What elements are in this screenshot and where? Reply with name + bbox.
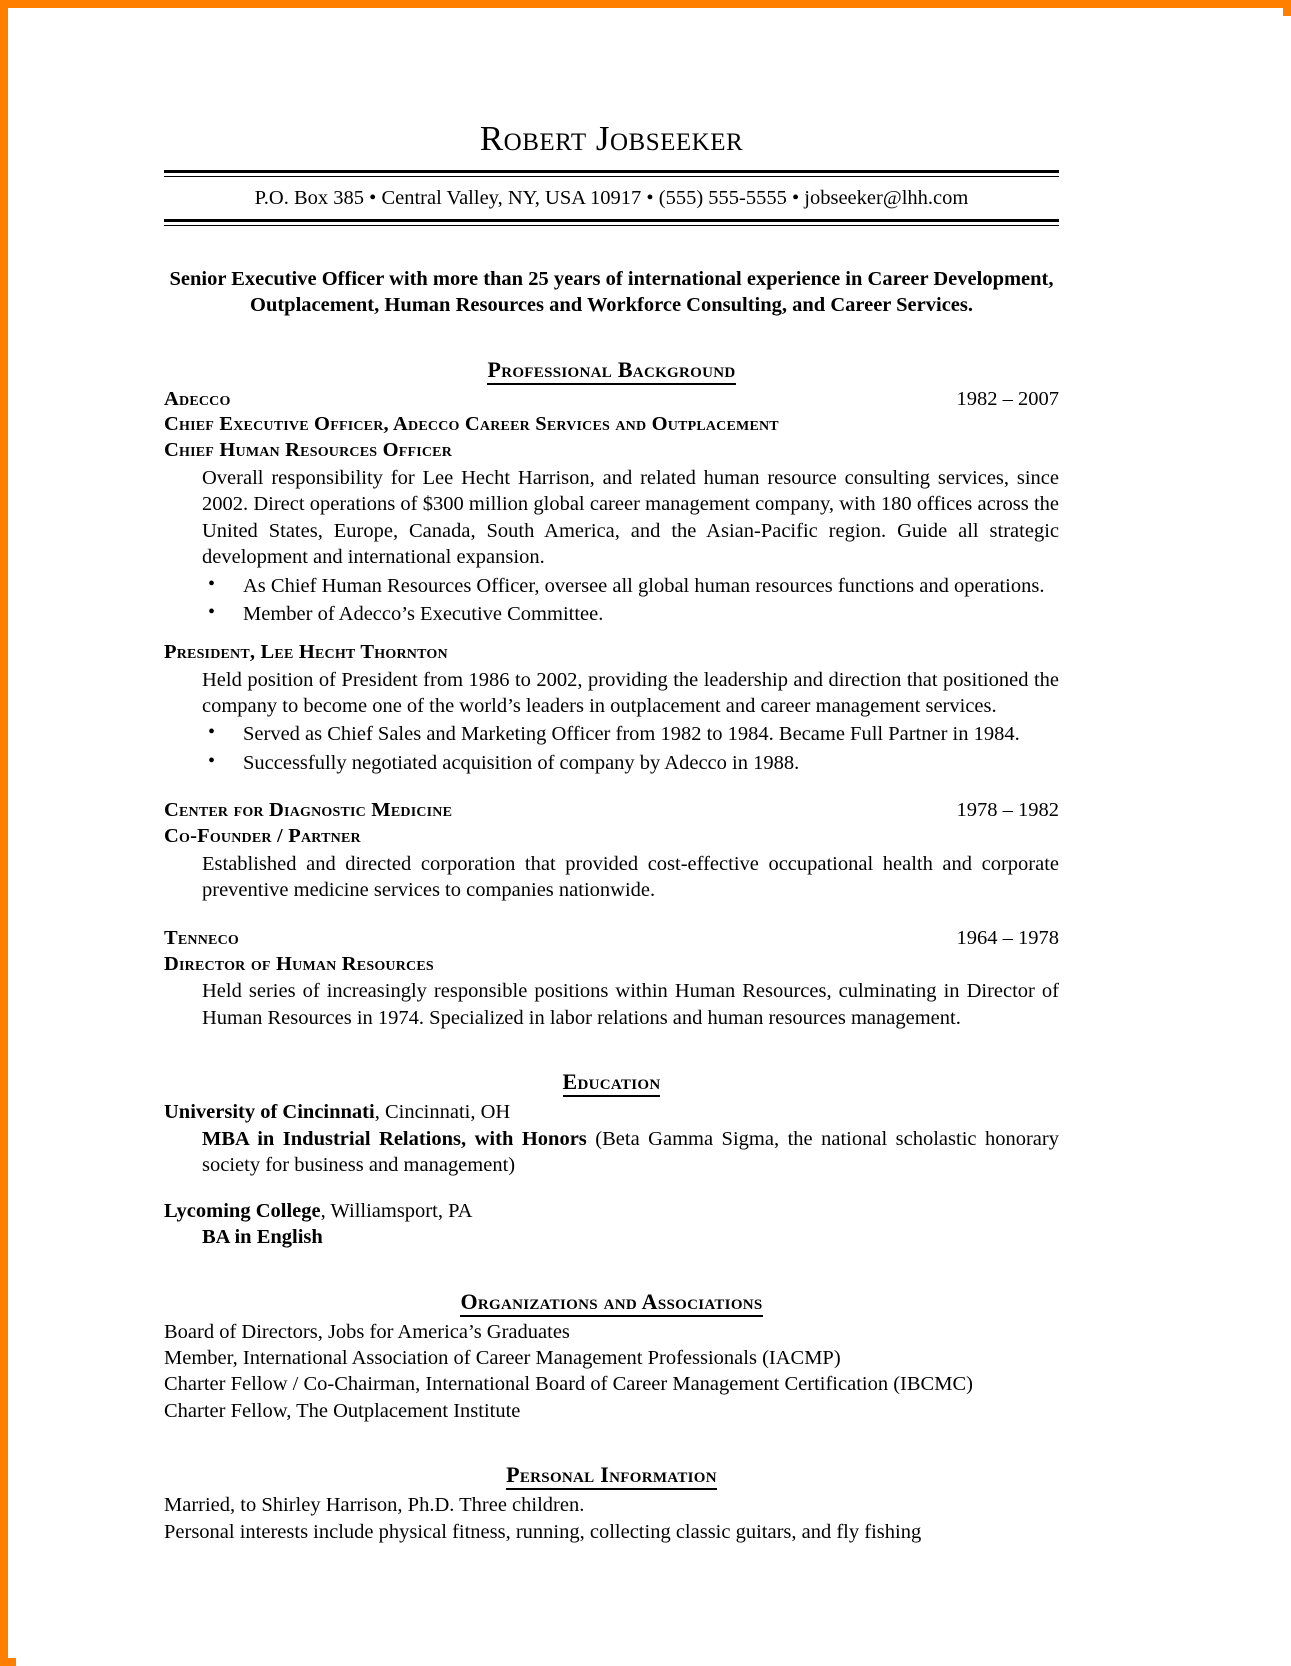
company-row (164, 798, 1059, 824)
bullet-icon: • (208, 572, 216, 595)
bullet-icon: • (208, 749, 216, 772)
professional-summary: Senior Executive Officer with more than 25 years of international experience in Career Development, Outplacement, Human Resources and Workforce Consulting, and Career Services. (169, 268, 1054, 317)
list-item: Charter Fellow / Co-Chairman, International Board of Career Management Certification (IBCMC) (164, 1373, 973, 1396)
education-degree-name: MBA in Industrial Relations, with Honors (202, 1127, 587, 1150)
company-row (164, 387, 1059, 413)
list-item-text: Member of Adecco’s Executive Committee. (243, 603, 604, 626)
section-heading-label: Personal Information (506, 1462, 717, 1490)
list-item: Board of Directors, Jobs for America’s Graduates (164, 1320, 570, 1343)
education-school-name: Lycoming College (164, 1199, 321, 1222)
company-row (164, 926, 1059, 952)
list-item (202, 601, 1059, 627)
resume-content (164, 16, 1059, 1545)
job-description: Held series of increasingly responsible positions within Human Resources, culminating in Director of Human Resources in 1974. Specialized in labor relations and human resources management. (202, 980, 1059, 1029)
education-degree (202, 1126, 1059, 1179)
section-heading-professional-background (164, 357, 1059, 383)
bullet-icon: • (208, 721, 216, 744)
job-title-president: President, Lee Hecht Thornton (164, 640, 448, 663)
education-school-location: , Cincinnati, OH (374, 1101, 511, 1124)
education-degree (202, 1224, 1059, 1250)
list-item (202, 721, 1059, 747)
education-school (164, 1099, 1059, 1125)
company-dates: 1982 – 2007 (956, 387, 1059, 410)
job-title-secondary: Chief Human Resources Officer (164, 439, 453, 462)
list-item-text: Served as Chief Sales and Marketing Officer from 1982 to 1984. Became Full Partner in 1984. (243, 723, 1020, 746)
job-title: Director of Human Resources (164, 952, 434, 975)
education-school-name: University of Cincinnati (164, 1101, 375, 1124)
section-heading-education (164, 1069, 1059, 1095)
education-degree-name: BA in English (202, 1226, 323, 1249)
job-description: Established and directed corporation that provided cost-effective occupational health and corporate preventive medicine services to companies nationwide. (202, 852, 1059, 902)
company-name: Center for Diagnostic Medicine (164, 799, 453, 822)
header-rule-thick-bottom (164, 219, 1059, 222)
company-dates: 1978 – 1982 (956, 799, 1059, 822)
header-rule-thin-bottom (164, 225, 1059, 226)
education-item-university-of-cincinnati (164, 1099, 1059, 1178)
resume-page (16, 16, 1291, 1666)
contact-line: P.O. Box 385 • Central Valley, NY, USA 10917 • (555) 555-5555 • jobseeker@lhh.com (254, 186, 969, 209)
list-item (202, 750, 1059, 776)
job-title: Co-Founder / Partner (164, 825, 361, 848)
list-item: Married, to Shirley Harrison, Ph.D. Three children. (164, 1494, 585, 1517)
list-item: Member, International Association of Career Management Professionals (IACMP) (164, 1346, 841, 1369)
education-school (164, 1198, 1059, 1224)
job-description: Overall responsibility for Lee Hecht Harrison, and related human resource consulting services, since 2002. Direct operations of $300 million global career management company, with 180 offices across the United States, Europe, Canada, South America, and the Asian-Pacific region. Guide all strategic development and international expansion. (202, 467, 1059, 569)
personal-information-list (164, 1492, 1059, 1545)
list-item (202, 573, 1059, 599)
list-item: Charter Fellow, The Outplacement Institute (164, 1399, 521, 1422)
section-heading-label: Professional Background (487, 357, 735, 385)
experience-item-adecco (164, 387, 1059, 777)
company-name: Tenneco (164, 926, 239, 949)
section-heading-personal-information (164, 1462, 1059, 1488)
company-dates: 1964 – 1978 (956, 926, 1059, 949)
list-item-text: As Chief Human Resources Officer, oversee all global human resources functions and operations. (243, 574, 1045, 597)
job-description-president: Held position of President from 1986 to 2002, providing the leadership and direction that positioned the company to become one of the world’s leaders in outplacement and career management services. (202, 668, 1059, 717)
experience-item-tenneco (164, 926, 1059, 1032)
education-school-location: , Williamsport, PA (320, 1199, 473, 1222)
bullet-icon: • (208, 601, 216, 624)
section-heading-label: Education (563, 1069, 661, 1097)
job-bullet-list (202, 573, 1059, 628)
education-degree-detail: (Beta Gamma Sigma, the national scholastic honorary society for business and management) (202, 1127, 1059, 1177)
job-bullet-list-president (202, 721, 1059, 776)
education-item-lycoming-college (164, 1198, 1059, 1251)
list-item-text: Successfully negotiated acquisition of company by Adecco in 1988. (243, 751, 800, 774)
list-item: Personal interests include physical fitness, running, collecting classic guitars, and fly fishing (164, 1520, 922, 1543)
job-title: Chief Executive Officer, Adecco Career Services and Outplacement (164, 413, 779, 436)
company-name: Adecco (164, 387, 231, 410)
section-heading-label: Organizations and Associations (460, 1289, 762, 1317)
header-rule-thick-top (164, 170, 1059, 173)
page-title: Robert Jobseeker (479, 119, 744, 158)
experience-item-center-for-diagnostic-medicine (164, 798, 1059, 904)
section-heading-organizations (164, 1289, 1059, 1315)
organizations-list (164, 1319, 1059, 1425)
